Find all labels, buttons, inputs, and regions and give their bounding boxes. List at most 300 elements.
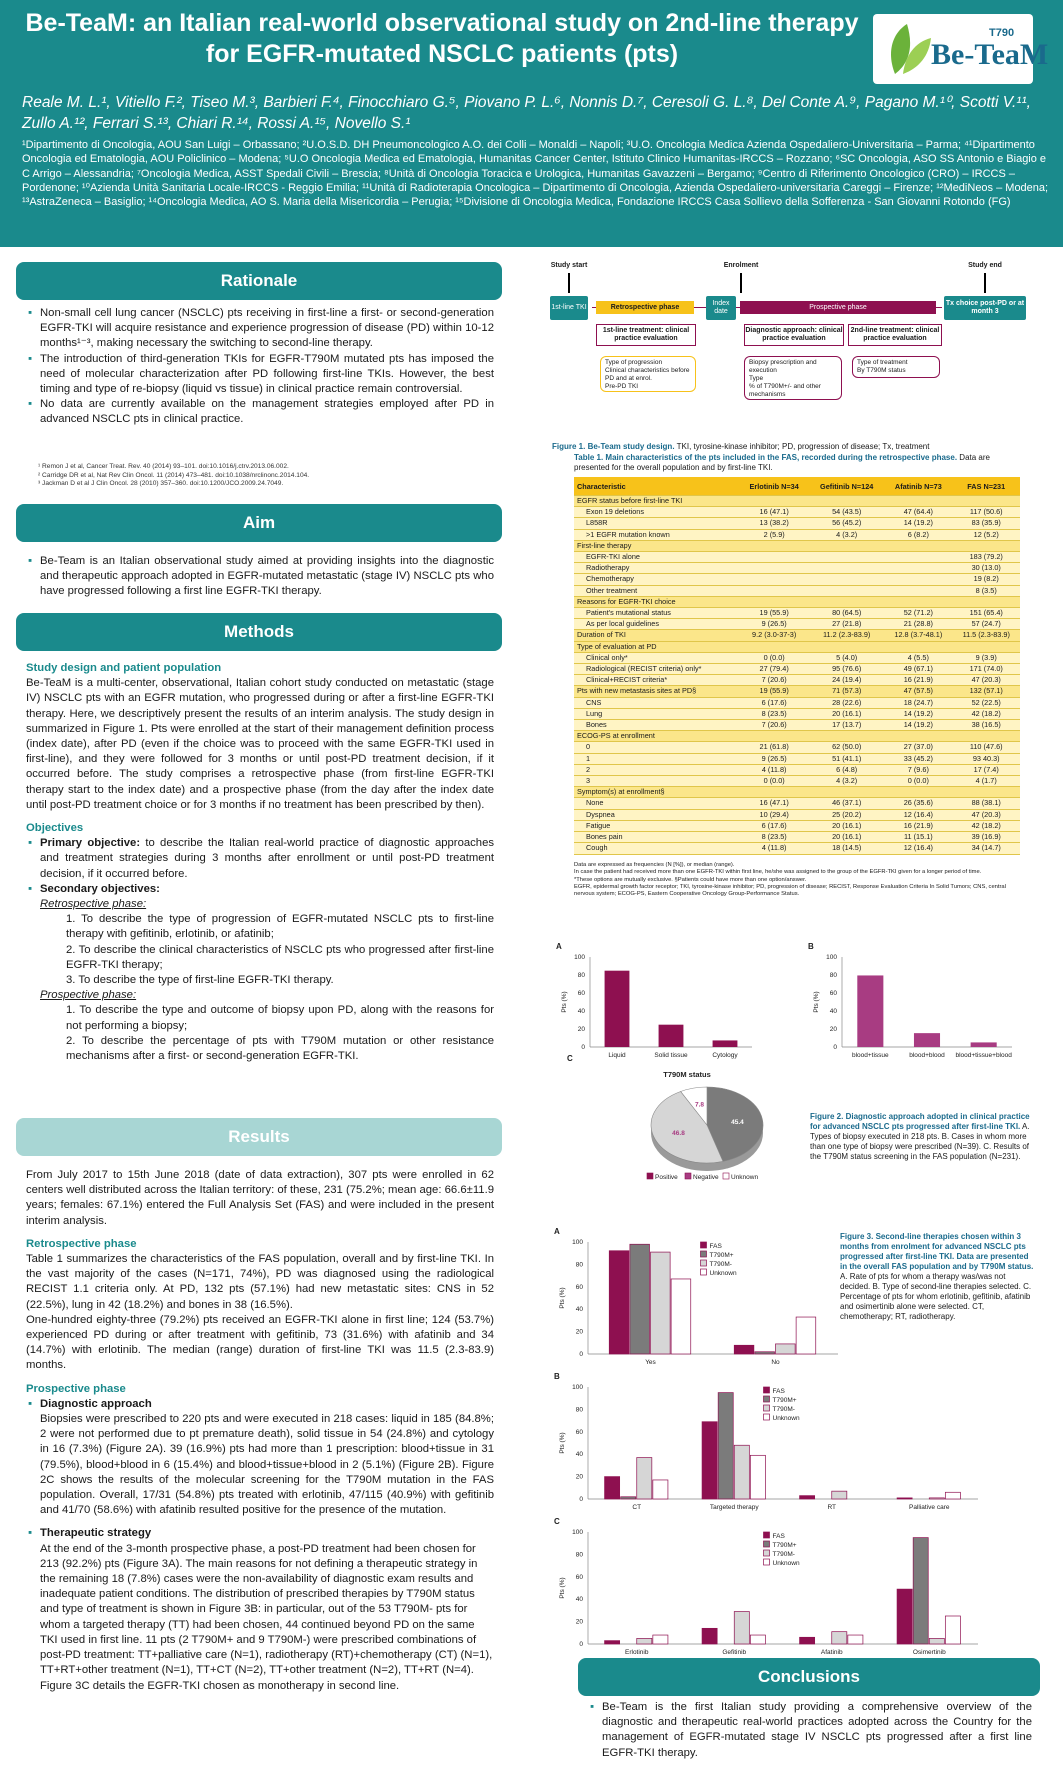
bar-chart-3A <box>554 1227 838 1366</box>
figure2-caption <box>810 1112 1034 1162</box>
table-cell: Cough <box>574 843 739 854</box>
table-cell: Clinical only* <box>574 652 739 663</box>
bar <box>945 1616 960 1644</box>
table-cell: 18 (24.7) <box>884 697 952 708</box>
y-tick-label: 40 <box>575 1596 583 1604</box>
table-cell: 17 (7.4) <box>952 764 1020 775</box>
table-cell: 4 (11.8) <box>739 764 809 775</box>
table-cell <box>884 563 952 574</box>
legend-swatch <box>701 1260 707 1266</box>
table-cell: 30 (13.0) <box>952 563 1020 574</box>
table-cell <box>884 585 952 596</box>
design-title: Study design and patient population <box>26 662 222 674</box>
rationale-references <box>38 463 488 489</box>
legend-label: FAS <box>772 1388 785 1395</box>
x-tick-label: Gefitinib <box>722 1649 747 1656</box>
legend-swatch <box>685 1173 691 1179</box>
table-row <box>574 764 1020 775</box>
figure1-caption-rest: TKI, tyrosine-kinase inhibitor; PD, progression of disease; Tx, treatment <box>674 442 930 451</box>
table-row <box>574 708 1020 719</box>
bar <box>832 1632 847 1644</box>
table-cell: 7 (20.6) <box>739 675 809 686</box>
table-cell <box>809 552 884 563</box>
table-cell: ECOG-PS at enrollment <box>574 731 739 742</box>
table-header-cell: Afatinib N=73 <box>884 477 952 496</box>
table-row <box>574 641 1020 652</box>
x-tick-label: blood+tissue <box>851 1052 889 1059</box>
table-cell: 4 (3.2) <box>809 776 884 787</box>
table-cell <box>952 596 1020 607</box>
list-item: Biopsy prescription and execution <box>749 359 817 374</box>
y-tick-label: 40 <box>829 1008 837 1015</box>
table-cell <box>884 787 952 798</box>
table-row <box>574 608 1020 619</box>
table-cell: 0 (0.0) <box>739 652 809 663</box>
aim-heading: Aim <box>16 504 502 542</box>
table-cell: Symptom(s) at enrollment§ <box>574 787 739 798</box>
panel-label: A <box>554 1227 560 1236</box>
table-cell: 0 (0.0) <box>884 776 952 787</box>
results-intro: From July 2017 to 15th June 2018 (date of data extraction), 307 pts were enrolled in 62 centers well distributed across the Italian territory: of these, 231 (75.2%; mean age: 66.6±11.9 years; females: 67.1%) entered the Full Analysis Set (FAS) and were included in the present interim analysis. <box>26 1169 494 1227</box>
y-tick-label: 0 <box>581 1044 585 1051</box>
table-cell: 57 (24.7) <box>952 619 1020 630</box>
x-tick-label: RT <box>827 1504 837 1511</box>
table-cell <box>884 496 952 507</box>
diag-label-text: Diagnostic approach <box>40 1397 152 1410</box>
table-cell: 19 (8.2) <box>952 574 1020 585</box>
table-row <box>574 574 1020 585</box>
objectives-title: Objectives <box>26 822 84 835</box>
table-row <box>574 496 1020 507</box>
table1-notes <box>574 862 1020 898</box>
study-start-label: Study start <box>550 262 588 269</box>
methods-heading: Methods <box>16 613 502 651</box>
table-cell <box>739 563 809 574</box>
first-line-tki-box: 1st-line TKI <box>550 296 588 320</box>
arrow-down-icon <box>568 273 570 293</box>
retro-item: 3. To describe the type of first-line EGFR-TKI therapy. <box>66 974 334 987</box>
list-item: Type of treatment <box>857 359 908 366</box>
table-row <box>574 675 1020 686</box>
table-row <box>574 787 1020 798</box>
bar <box>621 1497 636 1499</box>
table-cell: 88 (38.1) <box>952 798 1020 809</box>
y-tick-label: 20 <box>577 1026 585 1033</box>
table-cell <box>809 787 884 798</box>
rationale-bullet: ▪ Non-small cell lung cancer (NSCLC) pts receiving in first-line a first- or second-generation EGFR-TKI will acquire resistance and experience progression of disease (PD) within 10-12 months¹⁻³, making necessary the switching to second-line therapy. <box>40 306 494 352</box>
x-tick-label: Erlotinib <box>625 1649 649 1656</box>
table-cell: 4 (1.7) <box>952 776 1020 787</box>
table-cell: 11.5 (2.3-83.9) <box>952 630 1020 641</box>
table-cell: 151 (65.4) <box>952 608 1020 619</box>
table-cell: 14 (19.2) <box>884 720 952 731</box>
retro-list <box>26 912 494 988</box>
diag-label <box>40 1397 494 1412</box>
legend-swatch <box>764 1550 770 1556</box>
pie-title: T790M status <box>663 1070 711 1079</box>
bar <box>713 1040 738 1047</box>
table-cell: 47 (64.4) <box>884 507 952 518</box>
table-note: EGFR, epidermal growth factor receptor; TKI, tyrosine-kinase inhibitor; PD, progression of disease; RECIST, Response Evaluation Criteria In Solid Tumors; CNS, central nervous system; ECOG-PS, Eastern Cooperative Oncology Group-Performance Status. <box>574 883 1006 898</box>
legend <box>764 1532 800 1567</box>
table-cell: 24 (19.4) <box>809 675 884 686</box>
table-cell: 80 (64.5) <box>809 608 884 619</box>
table-cell: First-line therapy <box>574 540 739 551</box>
secondary-objectives <box>40 882 494 897</box>
legend-label: T790M+ <box>772 1397 797 1404</box>
x-tick-label: Targeted therapy <box>709 1504 759 1511</box>
legend-label: T790M+ <box>772 1542 797 1549</box>
bar <box>945 1492 960 1499</box>
authors: Reale M. L.¹, Vitiello F.², Tiseo M.³, Barbieri F.⁴, Finocchiaro G.⁵, Piovano P. L.⁶, Nonnis D.⁷, Ceresoli G. L.⁸, Del Conte A.⁹, Pagano M.¹⁰, Scotti V.¹¹, Zullo A.¹², Ferrari S.¹³, Chiari R.¹⁴, Rossi A.¹⁵, Novello S.¹ <box>22 94 1031 132</box>
table-cell <box>739 641 809 652</box>
pro-phase-box: Prospective phase <box>740 301 936 314</box>
table-cell: 83 (35.9) <box>952 518 1020 529</box>
table-cell: 16 (21.9) <box>884 820 952 831</box>
list-item: Type <box>749 375 764 382</box>
table-cell: 132 (57.1) <box>952 686 1020 697</box>
figure3-caption-bold: Figure 3. Second-line therapies chosen within 3 months from enrolment for advanced NSCLC pts progressed after first-line TKI. Data are presented in the overall FAS population and by T790M status. <box>840 1232 1034 1271</box>
table-cell: 14 (19.2) <box>884 518 952 529</box>
bar <box>750 1455 765 1499</box>
legend <box>764 1387 800 1422</box>
affiliations: ¹Dipartimento di Oncologia, AOU San Luigi – Orbassano; ²U.O.S.D. DH Pneumoncologico A.O. dei Colli – Monaldi – Napoli; ³U.O. Oncologia Medica Azienda Ospedaliero-Universitaria – Parma; ⁴¹Dipartimento Oncologia ed Ematologia, AOU Policlinico – Modena; ⁵U.O Oncologia Medica ed Ematologia, Humanitas Cancer Center, Istituto Clinico Humanitas-IRCCS – Rozzano; ⁶SC Oncologia, ASO SS Antonio e Biagio e C Arrigo – Alessandria; ⁷Oncologia Medica, ASST Spedali Civili – Brescia; ⁸Unità di Oncologia Toracica e Urologica, Humanitas Gavazzeni – Bergamo; ⁹Centro di Riferimento Oncologico (CRO) – IRCCS – Pordenone; ¹⁰Azienda Unità Sanitaria Locale-IRCCS - Reggio Emilia; ¹¹Unità di Radioterapia Oncologica – Dipartimento di Oncologia, Azienda Ospedaliero-universitaria Careggi – Firenze; ¹²MediNeos – Modena; ¹³AstraZeneca – Basiglio; ¹⁴Oncologia Medica, AO S. Maria della Misericordia – Perugia; ¹⁵Divisione di Oncologia Medica, Fondazione IRCCS Casa Sollievo della Sofferenza - San Giovanni Rotondo (FG) <box>22 139 1049 209</box>
table-cell: As per local guidelines <box>574 619 739 630</box>
table-cell: 5 (4.0) <box>809 652 884 663</box>
table-cell: 8 (23.5) <box>739 832 809 843</box>
table-cell: Reasons for EGFR-TKI choice <box>574 596 739 607</box>
panel-label: C <box>554 1517 560 1526</box>
table1-caption <box>574 453 1020 473</box>
legend-swatch <box>647 1173 653 1179</box>
y-tick-label: 80 <box>575 1551 583 1559</box>
y-axis-label: Pts (%) <box>559 1287 566 1309</box>
bar-chart-2B <box>808 942 1012 1059</box>
aim-body <box>26 554 494 600</box>
table-cell: 13 (38.2) <box>739 518 809 529</box>
table-cell: 52 (71.2) <box>884 608 952 619</box>
table-cell: 12.8 (3.7-48.1) <box>884 630 952 641</box>
table-cell: 27 (79.4) <box>739 664 809 675</box>
table-cell: 33 (45.2) <box>884 753 952 764</box>
y-tick-label: 60 <box>575 1283 583 1291</box>
y-tick-label: 80 <box>577 972 585 979</box>
y-tick-label: 100 <box>572 1239 583 1246</box>
table-cell <box>884 540 952 551</box>
y-tick-label: 0 <box>833 1044 837 1051</box>
table-cell: 12 (16.4) <box>884 843 952 854</box>
table-cell: 42 (18.2) <box>952 820 1020 831</box>
table-cell: 54 (43.5) <box>809 507 884 518</box>
y-tick-label: 0 <box>579 1351 583 1358</box>
table-header-cell: Erlotinib N=34 <box>739 477 809 496</box>
index-date-box: Index date <box>706 296 736 320</box>
reference: ² Carridge DR et al, Nat Rev Clin Oncol. 11 (2014) 473–481. doi:10.1038/nrclinonc.2014.104. <box>38 471 310 479</box>
table-cell <box>809 496 884 507</box>
arrow-down-icon <box>984 273 986 293</box>
bar <box>605 971 630 1047</box>
table-cell <box>884 596 952 607</box>
bar <box>929 1638 944 1644</box>
bar <box>800 1496 815 1499</box>
x-tick-label: Cytology <box>712 1052 738 1059</box>
y-tick-label: 60 <box>575 1428 583 1436</box>
table-cell: 38 (16.5) <box>952 720 1020 731</box>
x-tick-label: blood+tissue+blood <box>955 1052 1012 1059</box>
bar-chart-2A <box>556 942 752 1059</box>
logo-word: Be-TeaM <box>931 38 1049 71</box>
bar <box>630 1244 650 1354</box>
table-note: Data are expressed as frequencies (N [%]), or median (range). <box>574 862 735 868</box>
conclusions-body <box>588 1700 1032 1761</box>
retro-paragraph-1: Table 1 summarizes the characteristics of the FAS population, overall and by first-line TKI. In the vast majority of the cases (N=171, 74%), PD was diagnosed using the radiological RECIST 1.1 criteria only. At PD, 132 pts (57.1%) had new metastatic sites: CNS in 52 (22.5%), lung in 42 (18.2%) and bones in 38 (16.5%). <box>26 1253 494 1311</box>
table-cell: 4 (11.8) <box>739 843 809 854</box>
y-tick-label: 60 <box>829 990 837 997</box>
table-cell: 9.2 (3.0-37-3) <box>739 630 809 641</box>
pie-value-label: 46.8 <box>672 1129 685 1137</box>
bar <box>750 1635 765 1644</box>
table-cell <box>952 641 1020 652</box>
table-cell <box>739 731 809 742</box>
table-row <box>574 742 1020 753</box>
bar <box>857 975 883 1047</box>
table-cell: 47 (20.3) <box>952 675 1020 686</box>
table-row <box>574 540 1020 551</box>
y-tick-label: 40 <box>575 1306 583 1314</box>
table-row <box>574 596 1020 607</box>
pro-label: Prospective phase: <box>40 989 137 1002</box>
table-cell <box>809 574 884 585</box>
table-cell: Exon 19 deletions <box>574 507 739 518</box>
figure1-caption <box>552 442 1022 452</box>
sub-box-2: Diagnostic approach: clinical practice evaluation <box>744 324 844 346</box>
x-tick-label: No <box>771 1359 780 1366</box>
y-axis-label: Pts (%) <box>561 991 568 1013</box>
table-cell: Other treatment <box>574 585 739 596</box>
table-cell <box>809 563 884 574</box>
table-cell: 47 (20.3) <box>952 809 1020 820</box>
table-cell: 20 (16.1) <box>809 708 884 719</box>
reference: ³ Jackman D et al J Clin Oncol. 28 (2010) 357–360. doi:10.1200/JCO.2009.24.7049. <box>38 480 284 488</box>
table-cell: 34 (14.7) <box>952 843 1020 854</box>
table-cell: 117 (50.6) <box>952 507 1020 518</box>
table-row <box>574 652 1020 663</box>
table-cell <box>809 641 884 652</box>
table-row <box>574 686 1020 697</box>
table-cell: 0 (0.0) <box>739 776 809 787</box>
table-cell: 20 (16.1) <box>809 820 884 831</box>
bar <box>734 1612 749 1644</box>
table-cell: 17 (13.7) <box>809 720 884 731</box>
table-header-cell: Gefitinib N=124 <box>809 477 884 496</box>
list-item: % of T790M+/- and other mechanisms <box>749 383 821 398</box>
legend-swatch <box>764 1532 770 1538</box>
figure3-caption <box>840 1232 1036 1322</box>
table-cell: 20 (16.1) <box>809 832 884 843</box>
primary-objective <box>40 836 494 882</box>
study-logo <box>873 14 1049 84</box>
list-box-1 <box>600 356 696 392</box>
table-cell: 25 (20.2) <box>809 809 884 820</box>
bar <box>702 1422 717 1499</box>
table1 <box>574 477 1020 855</box>
table-cell: None <box>574 798 739 809</box>
pro-list <box>26 1003 494 1064</box>
rationale-bullet: ▪ The introduction of third-generation TKIs for EGFR-T790M mutated pts has imposed the need of molecular characterization after PD following first-line TKIs. However, the best timing and type of re-biopsy (liquid vs tissue) in clinical practice remain controversial. <box>40 352 494 398</box>
table-cell <box>809 585 884 596</box>
panel-label: A <box>556 942 562 951</box>
table-row <box>574 563 1020 574</box>
table-cell: 7 (20.6) <box>739 720 809 731</box>
table-cell <box>739 585 809 596</box>
table-cell: 21 (61.8) <box>739 742 809 753</box>
table-cell: 26 (35.6) <box>884 798 952 809</box>
table-cell: Pts with new metastasis sites at PD§ <box>574 686 739 697</box>
table-cell <box>809 540 884 551</box>
y-tick-label: 20 <box>829 1026 837 1033</box>
table-cell <box>809 731 884 742</box>
y-tick-label: 40 <box>575 1451 583 1459</box>
list-item: Clinical characteristics before PD and at enrol. <box>605 367 690 382</box>
table-cell: 49 (67.1) <box>884 664 952 675</box>
table-cell: 52 (22.5) <box>952 697 1020 708</box>
legend-label: Unknown <box>731 1174 759 1181</box>
table-row <box>574 552 1020 563</box>
bar <box>776 1344 796 1354</box>
pro-item: 1. To describe the type and outcome of biopsy upon PD, along with the reasons for not performing a biopsy; <box>66 1004 494 1032</box>
conclusions-heading: Conclusions <box>578 1658 1040 1696</box>
table-cell: 1 <box>574 753 739 764</box>
y-tick-label: 0 <box>579 1641 583 1648</box>
logo-leaf-icon <box>873 14 1049 84</box>
table-cell: Radiological (RECIST criteria) only* <box>574 664 739 675</box>
table-cell: 62 (50.0) <box>809 742 884 753</box>
table-cell: 21 (28.8) <box>884 619 952 630</box>
retro-label: Retrospective phase: <box>40 898 147 911</box>
retro-item: 1. To describe the type of progression of EGFR-mutated NSCLC pts to first-line therapy with gefitinib, erlotinib, or afatinib; <box>66 913 494 941</box>
list-item: Pre-PD TKI <box>605 383 639 390</box>
ther-text: At the end of the 3-month prospective phase, a post-PD treatment had been chosen for 213 (92.2%) pts (Figure 3A). The main reasons for not defining a therapeutic strategy in the remaining 18 (7.8%) cases were the non-availability of diagnostic exam results and inadequate patient conditions. The distribution of prescribed therapies by T790M status and type of treatment is shown in Figure 3B: in particular, out of the 53 T790M- pts for whom a targeted therapy (TT) had been chosen, 44 continued beyond PD on the same TKI used in first line. 11 pts (2 T790M+ and 9 T790M-) were prescribed combinations of post-PD treatment: TT+palliative care (N=1), radiotherapy (RT)+chemotherapy (CT) (N=1), TT+RT+other treatment (N=1), TT+CT (N=2), TT+other treatment (N=2), TT+RT (N=4). Figure 3C details the EGFR-TKI chosen as monotherapy in second line. <box>40 1542 493 1692</box>
table-cell: 12 (5.2) <box>952 529 1020 540</box>
x-tick-label: Palliative care <box>909 1504 950 1511</box>
table-cell: 4 (5.5) <box>884 652 952 663</box>
table-cell: 46 (37.1) <box>809 798 884 809</box>
list-item: Type of progression <box>605 359 663 366</box>
table-cell: 2 (5.9) <box>739 529 809 540</box>
table1-caption-rest: Data are presented for the overall population and by first-line TKI. <box>574 453 990 472</box>
y-tick-label: 20 <box>575 1473 583 1481</box>
bar <box>897 1498 912 1499</box>
table-cell: 6 (8.2) <box>884 529 952 540</box>
table-cell: 8 (23.5) <box>739 708 809 719</box>
figure3-caption-rest: A. Rate of pts for whom a therapy was/was not decided. B. Type of second-line therapies selected. C. Percentage of pts for whom erlotinib, gefitinib, afatinib and osimertinib alone were selected. CT, chemotherapy; RT, radiotherapy. <box>840 1272 1032 1321</box>
bar <box>914 1033 940 1047</box>
list-box-3 <box>852 356 940 378</box>
legend-label: FAS <box>709 1243 722 1250</box>
table-cell: 11 (15.1) <box>884 832 952 843</box>
list-box-2 <box>744 356 842 400</box>
secondary-label: Secondary objectives: <box>40 882 160 895</box>
table-row <box>574 820 1020 831</box>
legend-swatch <box>764 1414 770 1420</box>
bar <box>637 1458 652 1499</box>
x-tick-label: Osimertinib <box>912 1649 946 1656</box>
bar <box>897 1589 912 1644</box>
table-cell <box>884 731 952 742</box>
table-cell: 7 (9.6) <box>884 764 952 775</box>
table-cell: 8 (3.5) <box>952 585 1020 596</box>
table-cell <box>739 540 809 551</box>
legend-swatch <box>701 1269 707 1275</box>
legend-label: FAS <box>772 1533 785 1540</box>
table-cell: 16 (47.1) <box>739 507 809 518</box>
table-cell <box>739 574 809 585</box>
table-cell: 0 <box>574 742 739 753</box>
bar <box>659 1025 684 1047</box>
header-banner <box>0 0 1063 247</box>
table-row <box>574 697 1020 708</box>
table-cell: 16 (21.9) <box>884 675 952 686</box>
table-row <box>574 619 1020 630</box>
legend-swatch <box>764 1405 770 1411</box>
diag-text: Biopsies were prescribed to 220 pts and were executed in 218 cases: liquid in 185 (84.8%; 2 were not performed due to pt premature death), solid tissue in 54 (24.8%) and cytology in 16 (7.3%) (Figure 2A). 39 (16.9%) pts had more than 1 prescription: blood+tissue in 31 (79.5%), blood+blood in 6 (15.4%) and blood+tissue+blood in 2 (5.1%) (Figure 2B). Figure 2C shows the results of the molecular screening for the T790M mutation in the FAS population. Overall, 17/31 (54.8%) pts treated with erlotinib, 47/115 (40.9%) with gefitinib and 41/70 (58.6%) with afatinib resulted positive for the presence of the mutation. <box>40 1413 494 1517</box>
table-row <box>574 507 1020 518</box>
tx-choice-box: Tx choice post-PD or at month 3 <box>944 296 1026 320</box>
legend-label: Unknown <box>772 1560 800 1567</box>
table-row <box>574 776 1020 787</box>
table-note: *These options are mutually exclusive. §Patients could have more than one option/answer. <box>574 876 807 883</box>
y-tick-label: 0 <box>579 1496 583 1503</box>
bar <box>913 1538 928 1644</box>
x-tick-label: Yes <box>645 1359 656 1366</box>
figure2-caption-rest: A. Types of biopsy executed in 218 pts. B. Cases in whom more than one type of biopsy were prescribed (N=39). C. Results of the T790M status screening in the FAS population (N=231). <box>810 1122 1030 1161</box>
table-row <box>574 798 1020 809</box>
y-axis-label: Pts (%) <box>813 991 820 1013</box>
table-cell: 47 (57.5) <box>884 686 952 697</box>
legend-label: T790M- <box>709 1261 732 1268</box>
y-tick-label: 100 <box>572 1529 583 1536</box>
table-cell: 19 (55.9) <box>739 686 809 697</box>
y-axis-label: Pts (%) <box>559 1577 566 1599</box>
legend-swatch <box>764 1396 770 1402</box>
ther-label <box>40 1526 494 1541</box>
table1-caption-bold: Table 1. Main characteristics of the pts included in the FAS, recorded during the retrospective phase. <box>574 453 958 462</box>
table-cell: 95 (76.6) <box>809 664 884 675</box>
table-cell <box>739 787 809 798</box>
retro-item: 2. To describe the clinical characteristics of NSCLC pts who progressed after first-line EGFR-TKI therapy; <box>66 943 494 971</box>
table-cell: CNS <box>574 697 739 708</box>
table-cell <box>809 596 884 607</box>
bar <box>671 1279 691 1354</box>
table-cell: 9 (3.9) <box>952 652 1020 663</box>
retro-phase-box: Retrospective phase <box>596 301 694 314</box>
table-cell: 28 (22.6) <box>809 697 884 708</box>
table-cell: Duration of TKI <box>574 630 739 641</box>
x-tick-label: Solid tissue <box>654 1052 688 1059</box>
table-row <box>574 753 1020 764</box>
legend-label: Unknown <box>709 1270 737 1277</box>
table-header-row <box>574 477 1020 496</box>
bar <box>755 1352 775 1354</box>
ther-label-text: Therapeutic strategy <box>40 1527 152 1540</box>
bar-chart-3C <box>554 1517 978 1656</box>
methods-body <box>26 661 494 1064</box>
y-tick-label: 40 <box>577 1008 585 1015</box>
bar <box>702 1628 717 1644</box>
table-cell <box>884 552 952 563</box>
legend-swatch <box>764 1559 770 1565</box>
pro-item: 2. To describe the percentage of pts with T790M mutation or other resistance mechanisms after a first- or second-generation EGFR-TKI. <box>66 1034 494 1063</box>
